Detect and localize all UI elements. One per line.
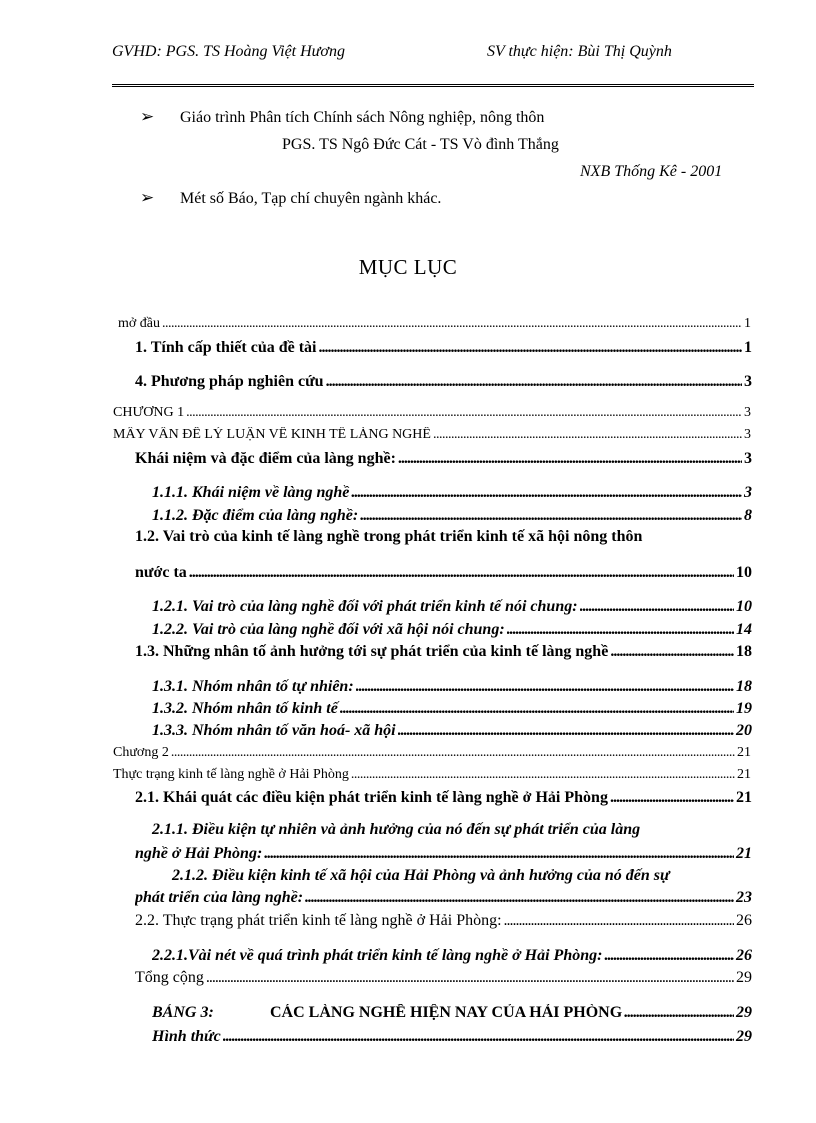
reference-publisher: NXB Thống Kê - 2001: [580, 163, 723, 180]
toc-entry[interactable]: mở đầu ..... 1: [118, 316, 751, 332]
advisor-header: GVHD: PGS. TS Hoàng Việt Hương: [112, 43, 345, 60]
toc-entry[interactable]: MẤY VẤN ĐỀ LÝ LUẬN VỀ KINH TẾ LÀNG NGHỀ ..... 3: [113, 427, 751, 443]
arrow-bullet-icon: ➢: [140, 188, 155, 207]
toc-entry[interactable]: 1.3.2. Nhóm nhân tố kinh tế ..... 19: [152, 700, 752, 718]
toc-entry[interactable]: 2.1. Khái quát các điều kiện phát triển kinh tế làng nghề ở Hải Phòng ..... 21: [135, 789, 752, 807]
toc-entry[interactable]: 1.2.2. Vai trò của làng nghề đối với xã hội nói chung: ..... 14: [152, 621, 752, 639]
toc-entry[interactable]: 1.3.1. Nhóm nhân tố tự nhiên: ..... 18: [152, 678, 752, 696]
toc-entry[interactable]: 2.2. Thực trạng phát triển kinh tế làng nghề ở Hải Phòng: ..... 26: [135, 912, 752, 930]
toc-entry[interactable]: CHƯƠNG 1 ..... 3: [113, 405, 751, 421]
toc-entry-line1[interactable]: 1.2. Vai trò của kinh tế làng nghề trong phát triển kinh tế xã hội nông thôn: [135, 528, 643, 545]
toc-entry[interactable]: phát triển của làng nghề: ..... 23: [135, 889, 752, 907]
toc-entry[interactable]: Tổng cộng ..... 29: [135, 969, 752, 987]
toc-entry[interactable]: 1.1.1. Khái niệm về làng nghề ..... 3: [152, 484, 752, 502]
toc-entry[interactable]: 2.2.1.Vài nét về quá trình phát triển kinh tế làng nghề ở Hải Phòng: ..... 26: [152, 947, 752, 965]
toc-entry[interactable]: 1. Tính cấp thiết của đề tài ..... 1: [135, 339, 752, 357]
toc-entry[interactable]: nghề ở Hải Phòng: ..... 21: [135, 845, 752, 863]
toc-entry[interactable]: 1.3.3. Nhóm nhân tố văn hoá- xã hội ..... 20: [152, 722, 752, 740]
toc-entry-line1[interactable]: 2.1.2. Điều kiện kinh tế xã hội của Hải Phòng và ảnh hưởng của nó đến sự: [172, 867, 670, 884]
toc-entry[interactable]: Chương 2 ..... 21: [113, 745, 751, 761]
toc-entry[interactable]: Thực trạng kinh tế làng nghề ở Hải Phòng ..... 21: [113, 767, 751, 783]
toc-entry[interactable]: 1.1.2. Đặc điểm của làng nghề: ..... 8: [152, 507, 752, 525]
reference-title: Giáo trình Phân tích Chính sách Nông nghiệp, nông thôn: [180, 109, 545, 126]
toc-entry[interactable]: Khái niệm và đặc điểm của làng nghề: ..... 3: [135, 450, 752, 468]
toc-entry[interactable]: Hình thức ..... 29: [152, 1028, 752, 1046]
toc-title: MỤC LỤC: [358, 255, 458, 279]
toc-entry[interactable]: BẢNG 3: CÁC LÀNG NGHỀ HIỆN NAY CỦA HẢI PHÒNG ..... 29: [152, 1004, 752, 1022]
student-header: SV thực hiện: Bùi Thị Quỳnh: [487, 43, 672, 60]
arrow-bullet-icon: ➢: [140, 107, 155, 126]
toc-entry-line1[interactable]: 2.1.1. Điều kiện tự nhiên và ảnh hưởng của nó đến sự phát triển của làng: [152, 821, 641, 838]
toc-entry[interactable]: 1.3. Những nhân tố ảnh hưởng tới sự phát triển của kinh tế làng nghề ..... 18: [135, 643, 752, 661]
reference-authors: PGS. TS Ngô Đức Cát - TS Vò đình Thắng: [282, 136, 559, 153]
toc-entry[interactable]: 1.2.1. Vai trò của làng nghề đối với phát triển kinh tế nói chung: ..... 10: [152, 598, 752, 616]
header-divider: [112, 84, 754, 87]
toc-entry[interactable]: nước ta ..... 10: [135, 564, 752, 582]
reference-title: Mét số Báo, Tạp chí chuyên ngành khác.: [180, 190, 442, 207]
toc-entry[interactable]: 4. Phương pháp nghiên cứu ..... 3: [135, 373, 752, 391]
